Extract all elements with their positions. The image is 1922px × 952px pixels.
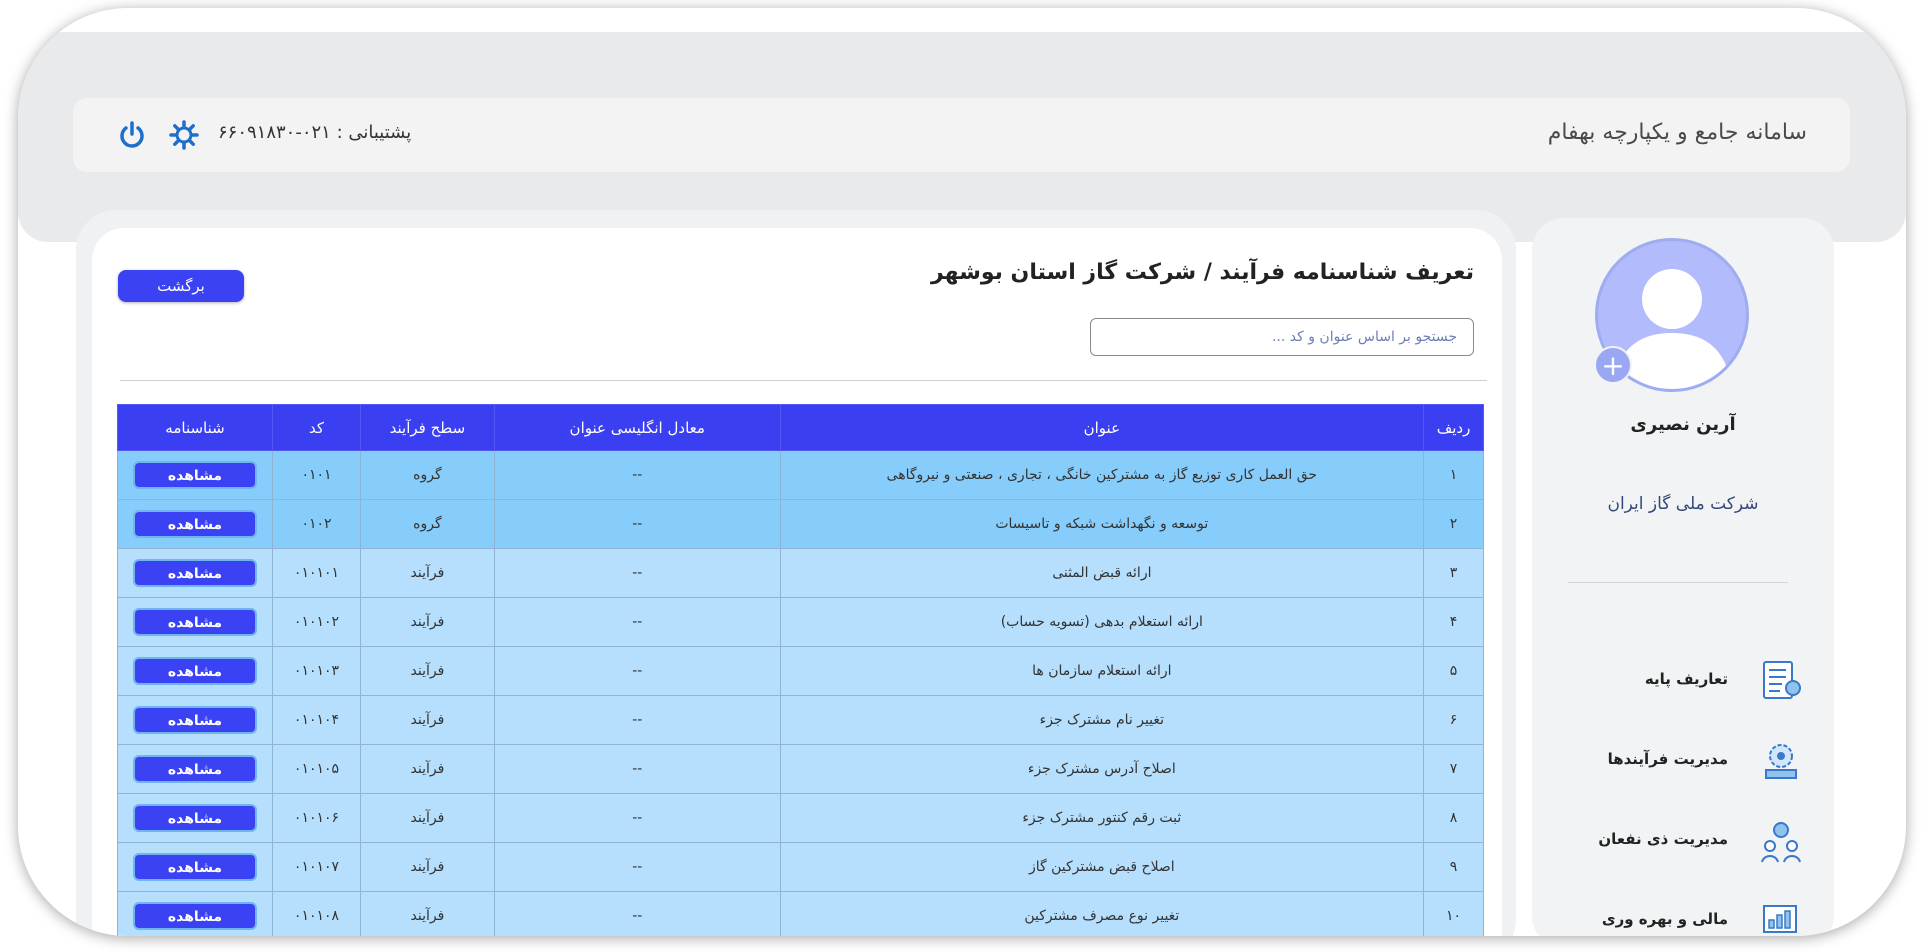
sidebar-item-label: مدیریت ذی نفعان <box>1598 830 1728 848</box>
app-frame <box>18 8 1906 936</box>
main-content <box>76 210 1516 936</box>
cell-row-number: ۴ <box>1424 598 1484 647</box>
header-code[interactable]: کد <box>273 405 361 451</box>
cell-row-number: ۷ <box>1424 745 1484 794</box>
cell-process-level: گروه <box>360 500 494 549</box>
cell-english-title: -- <box>494 647 780 696</box>
base-definitions-icon <box>1758 658 1804 704</box>
cell-row-number: ۶ <box>1424 696 1484 745</box>
cell-process-level: گروه <box>360 451 494 500</box>
table-row <box>118 598 1484 647</box>
view-profile-button[interactable]: مشاهده <box>133 853 257 881</box>
add-photo-icon[interactable]: + <box>1594 346 1632 384</box>
cell-code: ۰۱۰۲ <box>273 500 361 549</box>
cell-title: اصلاح آدرس مشترک جزء <box>780 745 1423 794</box>
cell-code: ۰۱۰۱۰۷ <box>273 843 361 892</box>
cell-code: ۰۱۰۱۰۶ <box>273 794 361 843</box>
cell-title: تغییر نام مشترک جزء <box>780 696 1423 745</box>
sidebar-item-stakeholders[interactable] <box>1574 816 1804 866</box>
cell-profile <box>118 843 273 892</box>
table-row <box>118 549 1484 598</box>
table-header-row <box>118 405 1484 451</box>
back-button[interactable]: برگشت <box>118 270 244 302</box>
cell-code: ۰۱۰۱۰۳ <box>273 647 361 696</box>
cell-title: توسعه و نگهداشت شبکه و تاسیسات <box>780 500 1423 549</box>
header-process-level[interactable]: سطح فرآیند <box>360 405 494 451</box>
view-profile-button[interactable]: مشاهده <box>133 657 257 685</box>
table-row <box>118 794 1484 843</box>
sidebar-divider <box>1568 582 1788 583</box>
cell-code: ۰۱۰۱۰۸ <box>273 892 361 937</box>
cell-code: ۰۱۰۱۰۲ <box>273 598 361 647</box>
cell-title: ارائه استعلام بدهی (تسویه حساب) <box>780 598 1423 647</box>
user-name: آرین نصیری <box>1630 414 1736 435</box>
view-profile-button[interactable]: مشاهده <box>133 755 257 783</box>
settings-icon[interactable] <box>165 116 203 154</box>
table-row <box>118 843 1484 892</box>
table-body <box>118 451 1484 937</box>
sidebar-item-label: مدیریت فرآیندها <box>1607 750 1728 768</box>
content-card <box>92 228 1502 936</box>
power-icon[interactable] <box>113 116 151 154</box>
sidebar-item-finance[interactable] <box>1574 896 1804 936</box>
table-row <box>118 892 1484 937</box>
cell-profile <box>118 598 273 647</box>
table-row <box>118 451 1484 500</box>
header-title[interactable]: عنوان <box>780 405 1423 451</box>
process-table <box>117 404 1484 936</box>
table-row <box>118 647 1484 696</box>
cell-process-level: فرآیند <box>360 843 494 892</box>
cell-profile <box>118 696 273 745</box>
header-bar <box>73 98 1850 172</box>
app-title: سامانه جامع و یکپارچه بهفام <box>1547 120 1807 145</box>
cell-process-level: فرآیند <box>360 549 494 598</box>
sidebar-item-label: مالی و بهره وری <box>1601 910 1728 928</box>
sidebar-item-base-definitions[interactable] <box>1574 656 1804 706</box>
search-input[interactable] <box>1090 318 1474 356</box>
cell-title: ارائه استعلام سازمان ها <box>780 647 1423 696</box>
cell-row-number: ۹ <box>1424 843 1484 892</box>
cell-process-level: فرآیند <box>360 745 494 794</box>
cell-code: ۰۱۰۱۰۵ <box>273 745 361 794</box>
cell-profile <box>118 745 273 794</box>
table-row <box>118 745 1484 794</box>
cell-code: ۰۱۰۱۰۴ <box>273 696 361 745</box>
view-profile-button[interactable]: مشاهده <box>133 902 257 930</box>
cell-row-number: ۲ <box>1424 500 1484 549</box>
cell-process-level: فرآیند <box>360 696 494 745</box>
view-profile-button[interactable]: مشاهده <box>133 559 257 587</box>
cell-title: حق العمل کاری توزیع گاز به مشترکین خانگی ، تجاری ، صنعتی و نیروگاهی <box>780 451 1423 500</box>
cell-profile <box>118 500 273 549</box>
header-english-title[interactable]: معادل انگلیسی عنوان <box>494 405 780 451</box>
cell-title: اصلاح قبض مشترکین گاز <box>780 843 1423 892</box>
view-profile-button[interactable]: مشاهده <box>133 706 257 734</box>
cell-english-title: -- <box>494 794 780 843</box>
cell-row-number: ۸ <box>1424 794 1484 843</box>
cell-process-level: فرآیند <box>360 794 494 843</box>
table-row <box>118 500 1484 549</box>
finance-icon <box>1758 898 1804 936</box>
view-profile-button[interactable]: مشاهده <box>133 804 257 832</box>
cell-profile <box>118 892 273 937</box>
cell-english-title: -- <box>494 451 780 500</box>
cell-code: ۰۱۰۱۰۱ <box>273 549 361 598</box>
header-row-number[interactable]: ردیف <box>1424 405 1484 451</box>
cell-process-level: فرآیند <box>360 647 494 696</box>
cell-english-title: -- <box>494 892 780 937</box>
cell-english-title: -- <box>494 843 780 892</box>
sidebar-item-process-management[interactable] <box>1574 736 1804 786</box>
page-title: تعریف شناسنامه فرآیند / شرکت گاز استان بوشهر <box>931 260 1474 285</box>
table-row <box>118 696 1484 745</box>
cell-english-title: -- <box>494 549 780 598</box>
cell-english-title: -- <box>494 598 780 647</box>
cell-row-number: ۱ <box>1424 451 1484 500</box>
company-name: شرکت ملی گاز ایران <box>1607 494 1759 514</box>
cell-title: ثبت رقم کنتور مشترک جزء <box>780 794 1423 843</box>
view-profile-button[interactable]: مشاهده <box>133 608 257 636</box>
cell-english-title: -- <box>494 500 780 549</box>
cell-row-number: ۵ <box>1424 647 1484 696</box>
view-profile-button[interactable]: مشاهده <box>133 461 257 489</box>
cell-process-level: فرآیند <box>360 598 494 647</box>
sidebar <box>1532 218 1834 936</box>
stakeholders-icon <box>1758 818 1804 864</box>
cell-english-title: -- <box>494 696 780 745</box>
cell-english-title: -- <box>494 745 780 794</box>
sidebar-item-label: تعاریف پایه <box>1644 670 1728 688</box>
content-divider <box>120 380 1487 381</box>
header-profile[interactable]: شناسنامه <box>118 405 273 451</box>
cell-title: ارائه قبض المثنی <box>780 549 1423 598</box>
cell-process-level: فرآیند <box>360 892 494 937</box>
cell-profile <box>118 451 273 500</box>
cell-profile <box>118 549 273 598</box>
cell-profile <box>118 647 273 696</box>
cell-row-number: ۱۰ <box>1424 892 1484 937</box>
cell-title: تغییر نوع مصرف مشترکین <box>780 892 1423 937</box>
cell-profile <box>118 794 273 843</box>
support-phone: پشتیبانی : ۰۲۱-۶۶۰۹۱۸۳۰ <box>218 122 412 143</box>
view-profile-button[interactable]: مشاهده <box>133 510 257 538</box>
process-management-icon <box>1758 738 1804 784</box>
cell-code: ۰۱۰۱ <box>273 451 361 500</box>
cell-row-number: ۳ <box>1424 549 1484 598</box>
